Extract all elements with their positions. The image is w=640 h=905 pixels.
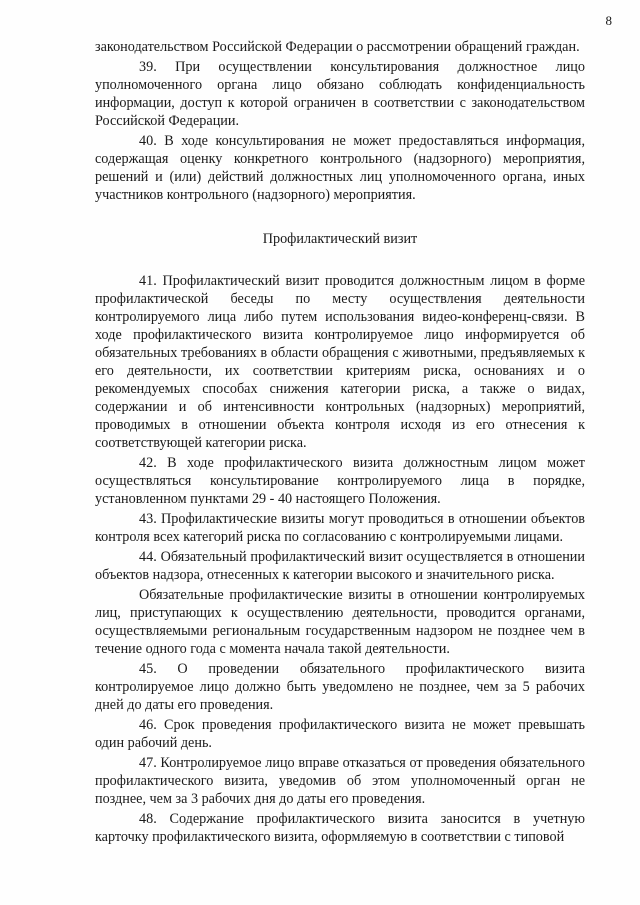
paragraph-47: 47. Контролируемое лицо вправе отказаться от проведения обязательного профилактического визита, уведомив об этом уполномоченный орган не позднее, чем за 3 рабочих дня до даты его проведения. <box>95 755 585 807</box>
paragraph-46: 46. Срок проведения профилактического визита не может превышать один рабочий день. <box>95 717 585 751</box>
paragraph-45: 45. О проведении обязательного профилактического визита контролируемое лицо должно быть уведомлено не позднее, чем за 5 рабочих дней до даты его проведения. <box>95 661 585 713</box>
paragraph-43: 43. Профилактические визиты могут проводиться в отношении объектов контроля всех категорий риска по согласованию с контролируемыми лицами. <box>95 511 585 545</box>
page-number: 8 <box>605 13 612 28</box>
paragraph-48: 48. Содержание профилактического визита заносится в учетную карточку профилактического визита, оформляемую в соответствии с типовой <box>95 811 585 845</box>
intro-paragraph: законодательством Российской Федерации о рассмотрении обращений граждан. <box>95 39 580 55</box>
paragraph-41: 41. Профилактический визит проводится должностным лицом в форме профилактической беседы по месту осуществления деятельности контролируемого лица либо путем использования видео-конференц-связи. В ходе профилактического визита контролируемое лицо информируется об обязательных требованиях в области обращения с животными, предъявляемых к его деятельности, их соответствии критериям риска, основаниях и о рекомендуемых способах снижения категории риска, а также о видах, содержании и об интенсивности контрольных (надзорных) мероприятий, проводимых в отношении объекта контроля исходя из его отнесения к соответствующей категории риска. <box>95 273 585 451</box>
paragraph-44: 44. Обязательный профилактический визит осуществляется в отношении объектов надзора, отнесенных к категории высокого и значительного риска. <box>95 549 585 583</box>
paragraph-44-continuation: Обязательные профилактические визиты в отношении контролируемых лиц, приступающих к осуществлению деятельности, проводится органами, осуществляемыми региональным государственным надзором не позднее чем в течение одного года с момента начала такой деятельности. <box>95 587 585 657</box>
paragraph-39: 39. При осуществлении консультирования должностное лицо уполномоченного органа лицо обязано соблюдать конфиденциальность информации, доступ к которой ограничен в соответствии с законодательством Российской Федерации. <box>95 59 585 129</box>
document-body <box>95 38 585 846</box>
paragraph-40: 40. В ходе консультирования не может предоставляться информация, содержащая оценку конкретного контрольного (надзорного) мероприятия, решений и (или) действий должностных лиц уполномоченного органа, иных участников контрольного (надзорного) мероприятия. <box>95 133 585 203</box>
section-heading: Профилактический визит <box>262 231 418 247</box>
paragraph-42: 42. В ходе профилактического визита должностным лицом может осуществляться консультирование контролируемого лица в порядке, установленном пунктами 29 - 40 настоящего Положения. <box>95 455 585 507</box>
